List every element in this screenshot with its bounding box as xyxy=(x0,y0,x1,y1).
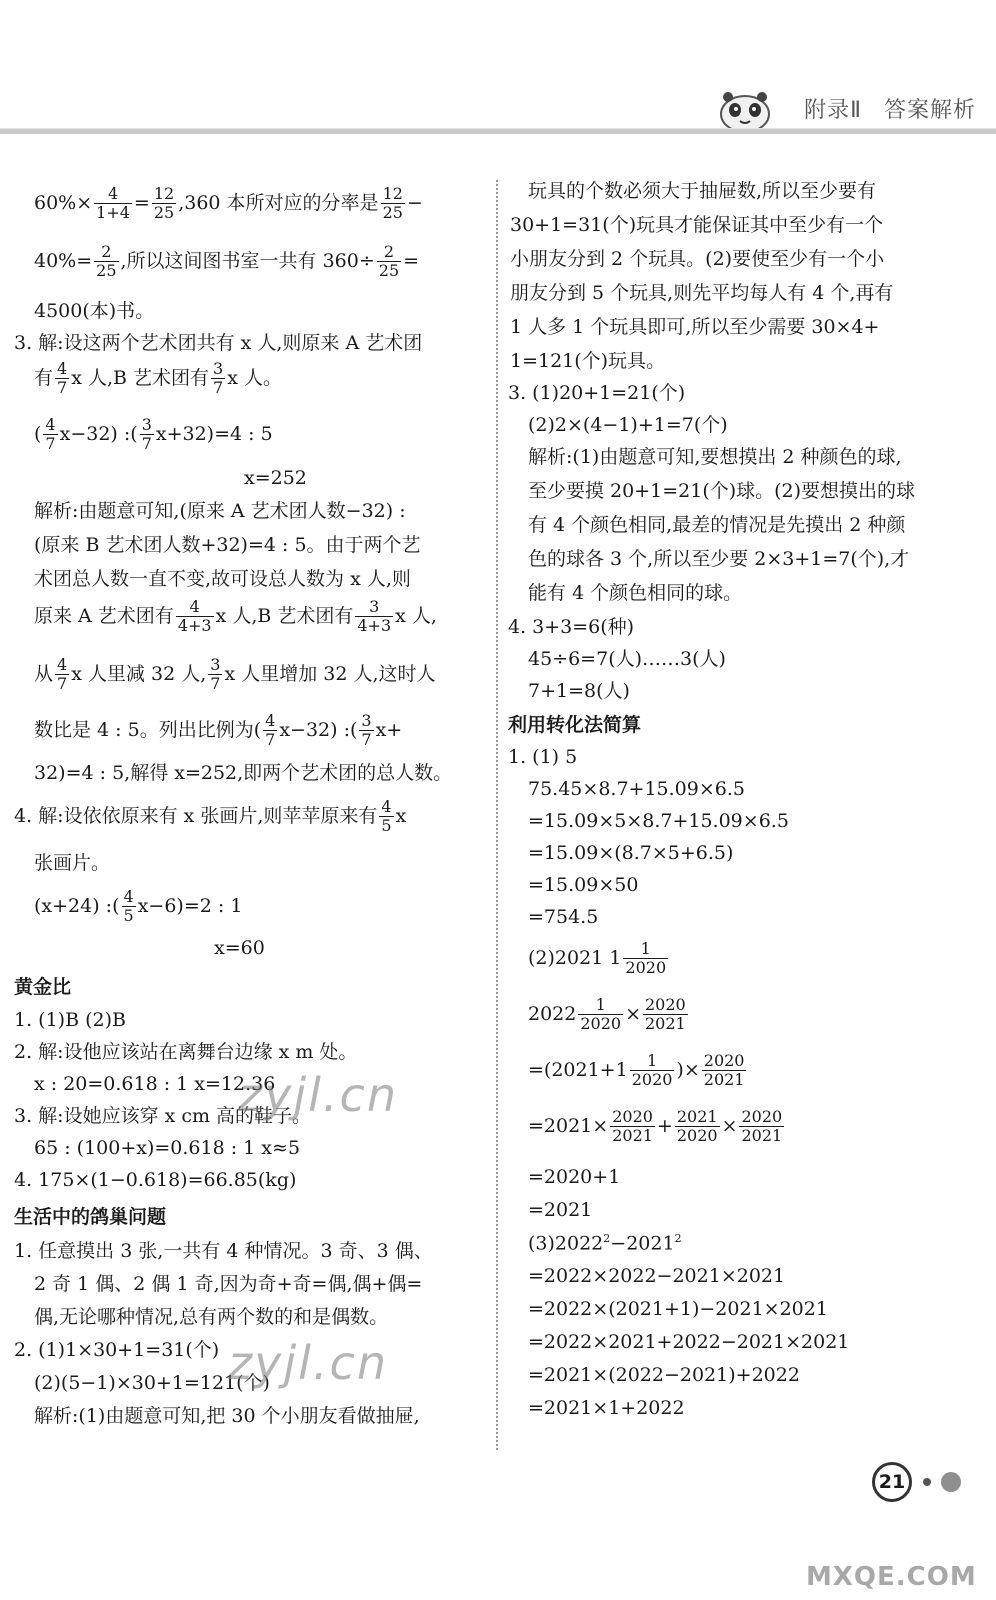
golden-q3: 3. 解:设她应该穿 x cm 高的鞋子。 xyxy=(14,1105,312,1127)
section-pigeonhole: 生活中的鸽巢问题 xyxy=(14,1206,167,1228)
q4-solution: x=60 xyxy=(214,937,265,959)
conv-4: =15.09×(8.7×5+6.5) xyxy=(528,842,734,864)
pigeon-q2-line-2: (2)(5−1)×30+1=121(个) xyxy=(34,1372,270,1394)
q3-explain-7: 32)=4 : 5,解得 x=252,即两个艺术团的总人数。 xyxy=(34,762,453,784)
conv-18: =2021×1+2022 xyxy=(528,1397,685,1419)
section-golden-ratio: 黄金比 xyxy=(14,976,72,998)
decor-dot-small xyxy=(923,1478,931,1486)
right-line-2: 30+1=31(个)玩具才能保证其中至少有一个 xyxy=(510,214,884,236)
conv-10: =2021× $\frac{2020}{2021}$ + $\frac{2021}{2020}$ × $\frac{2020}{2021}$ xyxy=(528,1107,783,1146)
conv-14: =2022×2022−2021×2021 xyxy=(528,1265,786,1287)
q4-line-2: 张画片。 xyxy=(34,852,111,874)
conv-8: 2022 $\frac{1}{2020}$ × $\frac{2020}{2021}$ xyxy=(528,995,686,1034)
r-q3-explain-2: 至少要摸 20+1=21(个)球。(2)要想摸出的球 xyxy=(528,480,916,502)
header-title xyxy=(782,93,976,124)
conv-7: (2)2021 1 $\frac{1}{2020}$ xyxy=(528,939,667,978)
pigeon-q2-line-3: 解析:(1)由题意可知,把 30 个小朋友看做抽屉, xyxy=(34,1405,420,1427)
conv-5: =15.09×50 xyxy=(528,874,639,896)
golden-q1: 1. (1)B (2)B xyxy=(14,1009,126,1031)
decor-dot-large xyxy=(941,1472,961,1492)
right-line-1: 玩具的个数必须大于抽屉数,所以至少要有 xyxy=(528,180,877,202)
right-line-4: 朋友分到 5 个玩具,则先平均每人有 4 个,再有 xyxy=(510,282,894,304)
q3-explain-1: 解析:由题意可知,(原来 A 艺术团人数−32) : xyxy=(34,500,406,522)
r-q4-2: 45÷6=7(人)……3(人) xyxy=(528,648,726,670)
appendix-label: 附录Ⅱ xyxy=(804,98,862,123)
q4-equation: (x+24) :( $\frac{4}{5}$ x−6)=2 : 1 xyxy=(34,887,243,926)
right-line-5: 1 人多 1 个玩具即可,所以至少需要 30×4+ xyxy=(510,316,880,338)
conv-6: =754.5 xyxy=(528,906,599,928)
conv-12: =2021 xyxy=(528,1199,593,1221)
r-q3-explain-5: 能有 4 个颜色相同的球。 xyxy=(528,582,743,604)
q3-explain-2: (原来 B 艺术团人数+32)=4 : 5。由于两个艺 xyxy=(34,534,421,556)
q3-line-1: 3. 解:设这两个艺术团共有 x 人,则原来 A 艺术团 xyxy=(14,332,423,354)
q3-line-2: 有 $\frac{4}{7}$ x 人,B 艺术团有 $\frac{3}{7}$ x 人。 xyxy=(34,359,282,398)
right-line-3: 小朋友分到 2 个玩具。(2)要使至少有一个小 xyxy=(510,248,885,270)
header-rule xyxy=(0,128,996,134)
section-title: 答案解析 xyxy=(883,98,976,123)
r-q3-1: 3. (1)20+1=21(个) xyxy=(508,382,686,404)
conv-9: =(2021+1 $\frac{1}{2020}$ )× $\frac{2020}{2021}$ xyxy=(528,1051,745,1090)
golden-q2: 2. 解:设他应该站在离舞台边缘 x m 处。 xyxy=(14,1041,358,1063)
golden-q2-eq: x : 20=0.618 : 1 x=12.36 xyxy=(34,1073,276,1095)
r-q4-3: 7+1=8(人) xyxy=(528,680,630,702)
pigeon-q1-line-2: 2 奇 1 偶、2 偶 1 奇,因为奇+奇=偶,偶+偶= xyxy=(34,1273,423,1295)
q3-explain-3: 术团总人数一直不变,故可设总人数为 x 人,则 xyxy=(34,568,411,590)
watermark-1: zyjl.cn xyxy=(238,1068,398,1122)
conv-3: =15.09×5×8.7+15.09×6.5 xyxy=(528,810,789,832)
conv-17: =2021×(2022−2021)+2022 xyxy=(528,1364,800,1386)
q4-line-1: 4. 解:设依依原来有 x 张画片,则苹苹原来有 $\frac{4}{5}$ x xyxy=(14,797,407,836)
left-line-2: 40%= $\frac{2}{25}$ ,所以这间图书室一共有 360÷ $\frac{2}{25}$ = xyxy=(34,242,420,281)
conv-11: =2020+1 xyxy=(528,1166,621,1188)
pigeon-q2-line-1: 2. (1)1×30+1=31(个) xyxy=(14,1339,220,1361)
left-line-3: 4500(本)书。 xyxy=(34,300,155,322)
pigeon-q1-line-3: 偶,无论哪种情况,总有两个数的和是偶数。 xyxy=(34,1306,389,1328)
pigeon-q1-line-1: 1. 任意摸出 3 张,一共有 4 种情况。3 奇、3 偶、 xyxy=(14,1240,433,1262)
golden-q4: 4. 175×(1−0.618)=66.85(kg) xyxy=(14,1169,297,1191)
conv-16: =2022×2021+2022−2021×2021 xyxy=(528,1331,850,1353)
left-line-1: 60%× $\frac{4}{1+4}$ = $\frac{12}{25}$ ,360 本所对应的分率是 $\frac{12}{25}$ − xyxy=(34,184,423,223)
q3-explain-4: 原来 A 艺术团有 $\frac{4}{4+3}$ x 人,B 艺术团有 $\frac{3}{4+3}$ x 人, xyxy=(34,597,437,636)
r-q3-2: (2)2×(4−1)+1=7(个) xyxy=(528,414,728,436)
r-q3-explain-1: 解析:(1)由题意可知,要想摸出 2 种颜色的球, xyxy=(528,446,902,468)
watermark-2: zyjl.cn xyxy=(228,1336,388,1390)
q3-explain-6: 数比是 4 : 5。列出比例为( $\frac{4}{7}$ x−32) :( $\frac{3}{7}$ x+ xyxy=(34,711,403,750)
q3-explain-5: 从 $\frac{4}{7}$ x 人里减 32 人, $\frac{3}{7}$ x 人里增加 32 人,这时人 xyxy=(34,655,436,694)
conv-13: $(3)2022^2-2021^2$ xyxy=(528,1232,682,1255)
r-q3-explain-3: 有 4 个颜色相同,最差的情况是先摸出 2 种颜 xyxy=(528,514,906,536)
conv-15: =2022×(2021+1)−2021×2021 xyxy=(528,1298,828,1320)
right-line-6: 1=121(个)玩具。 xyxy=(510,350,666,372)
q3-solution: x=252 xyxy=(244,467,307,489)
r-q3-explain-4: 色的球各 3 个,所以至少要 2×3+1=7(个),才 xyxy=(528,548,910,570)
watermark-3: MXQE.COM xyxy=(806,1562,977,1592)
section-conversion: 利用转化法简算 xyxy=(508,714,642,736)
conv-2: 75.45×8.7+15.09×6.5 xyxy=(528,778,745,800)
r-q4-1: 4. 3+3=6(种) xyxy=(508,616,635,638)
column-divider xyxy=(496,180,498,1450)
page-number: 21 xyxy=(872,1462,912,1502)
conv-1: 1. (1) 5 xyxy=(508,746,578,768)
golden-q3-eq: 65 : (100+x)=0.618 : 1 x≈5 xyxy=(34,1137,301,1159)
q3-equation: ( $\frac{4}{7}$ x−32) :( $\frac{3}{7}$ x+32)=4 : 5 xyxy=(34,415,273,454)
